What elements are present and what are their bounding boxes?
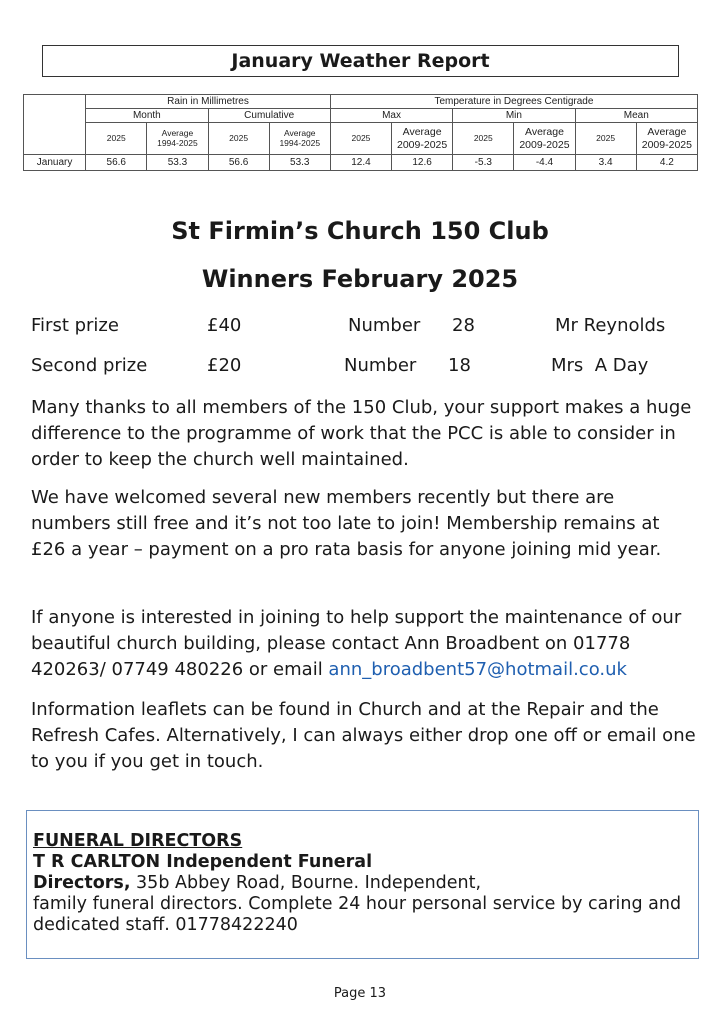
winner-name: Mr Reynolds [555, 315, 666, 336]
cell-value: 53.3 [147, 155, 208, 171]
col-header: Average 1994-2025 [269, 123, 330, 155]
group-min: Min [453, 109, 575, 123]
group-mean: Mean [575, 109, 697, 123]
weather-corner-cell [24, 95, 86, 155]
group-cumulative: Cumulative [208, 109, 330, 123]
cell-value: -4.4 [514, 155, 575, 171]
club-heading: St Firmin’s Church 150 Club [171, 217, 549, 245]
col-header: Average 2009-2025 [392, 123, 453, 155]
email-link[interactable]: ann_broadbent57@hotmail.co.uk [328, 659, 627, 680]
thanks-paragraph: Many thanks to all members of the 150 Club, your support makes a huge difference to the programme of work that the PCC is able to consider in order to keep the church well maintained. [31, 397, 692, 470]
winners-heading: Winners February 2025 [201, 265, 519, 293]
cell-value: 12.6 [392, 155, 453, 171]
row-label: January [24, 155, 86, 171]
prize-amount: £40 [207, 315, 242, 336]
cell-value: 56.6 [86, 155, 147, 171]
temperature-header: Temperature in Degrees Centigrade [330, 95, 697, 109]
table-row [24, 155, 698, 171]
contact-paragraph [31, 605, 696, 683]
prize-label: First prize [31, 315, 119, 336]
group-month: Month [86, 109, 208, 123]
col-header: Average 1994-2025 [147, 123, 208, 155]
company-name-cont: Directors, [33, 873, 131, 893]
funeral-directors-advert [26, 810, 699, 959]
col-header: 2025 [208, 123, 269, 155]
prize-row-second [0, 355, 720, 381]
prize-amount: £20 [207, 355, 242, 376]
rain-header: Rain in Millimetres [86, 95, 331, 109]
weather-report-title: January Weather Report [42, 45, 679, 77]
column-header-row [24, 123, 698, 155]
funeral-heading: FUNERAL DIRECTORS [33, 831, 243, 851]
membership-paragraph: We have welcomed several new members recently but there are numbers still free and it’s not too late to join! Membership remains at £26 a year – payment on a pro rata basis for anyone joining mid year. [31, 487, 662, 560]
contact-text: If anyone is interested in joining to help support the maintenance of our beautiful church building, please contact Ann Broadbent on 01778 420263/ 07749 480226 or email [31, 607, 682, 680]
col-header: Average 2009-2025 [636, 123, 697, 155]
prize-label: Second prize [31, 355, 148, 376]
page-number: Page 13 [333, 986, 387, 1001]
cell-value: 56.6 [208, 155, 269, 171]
winning-number: 28 [452, 315, 475, 336]
winning-number: 18 [448, 355, 471, 376]
number-label: Number [344, 355, 417, 376]
cell-value: 4.2 [636, 155, 697, 171]
company-name: T R CARLTON Independent Funeral [33, 852, 373, 872]
cell-value: -5.3 [453, 155, 514, 171]
leaflets-paragraph: Information leaflets can be found in Church and at the Repair and the Refresh Cafes. Alternatively, I can always either drop one off or email one to you if you get in touch. [31, 699, 696, 772]
weather-table [23, 94, 698, 171]
col-header: 2025 [86, 123, 147, 155]
group-max: Max [330, 109, 452, 123]
company-description: family funeral directors. Complete 24 hour personal service by caring and dedicated staff. 01778422240 [33, 894, 682, 935]
company-address: 35b Abbey Road, Bourne. Independent, [130, 873, 482, 893]
cell-value: 12.4 [330, 155, 391, 171]
prize-row-first [0, 315, 720, 341]
col-header: Average 2009-2025 [514, 123, 575, 155]
cell-value: 3.4 [575, 155, 636, 171]
col-header: 2025 [330, 123, 391, 155]
col-header: 2025 [575, 123, 636, 155]
number-label: Number [348, 315, 421, 336]
winner-name: Mrs A Day [551, 355, 649, 376]
col-header: 2025 [453, 123, 514, 155]
cell-value: 53.3 [269, 155, 330, 171]
